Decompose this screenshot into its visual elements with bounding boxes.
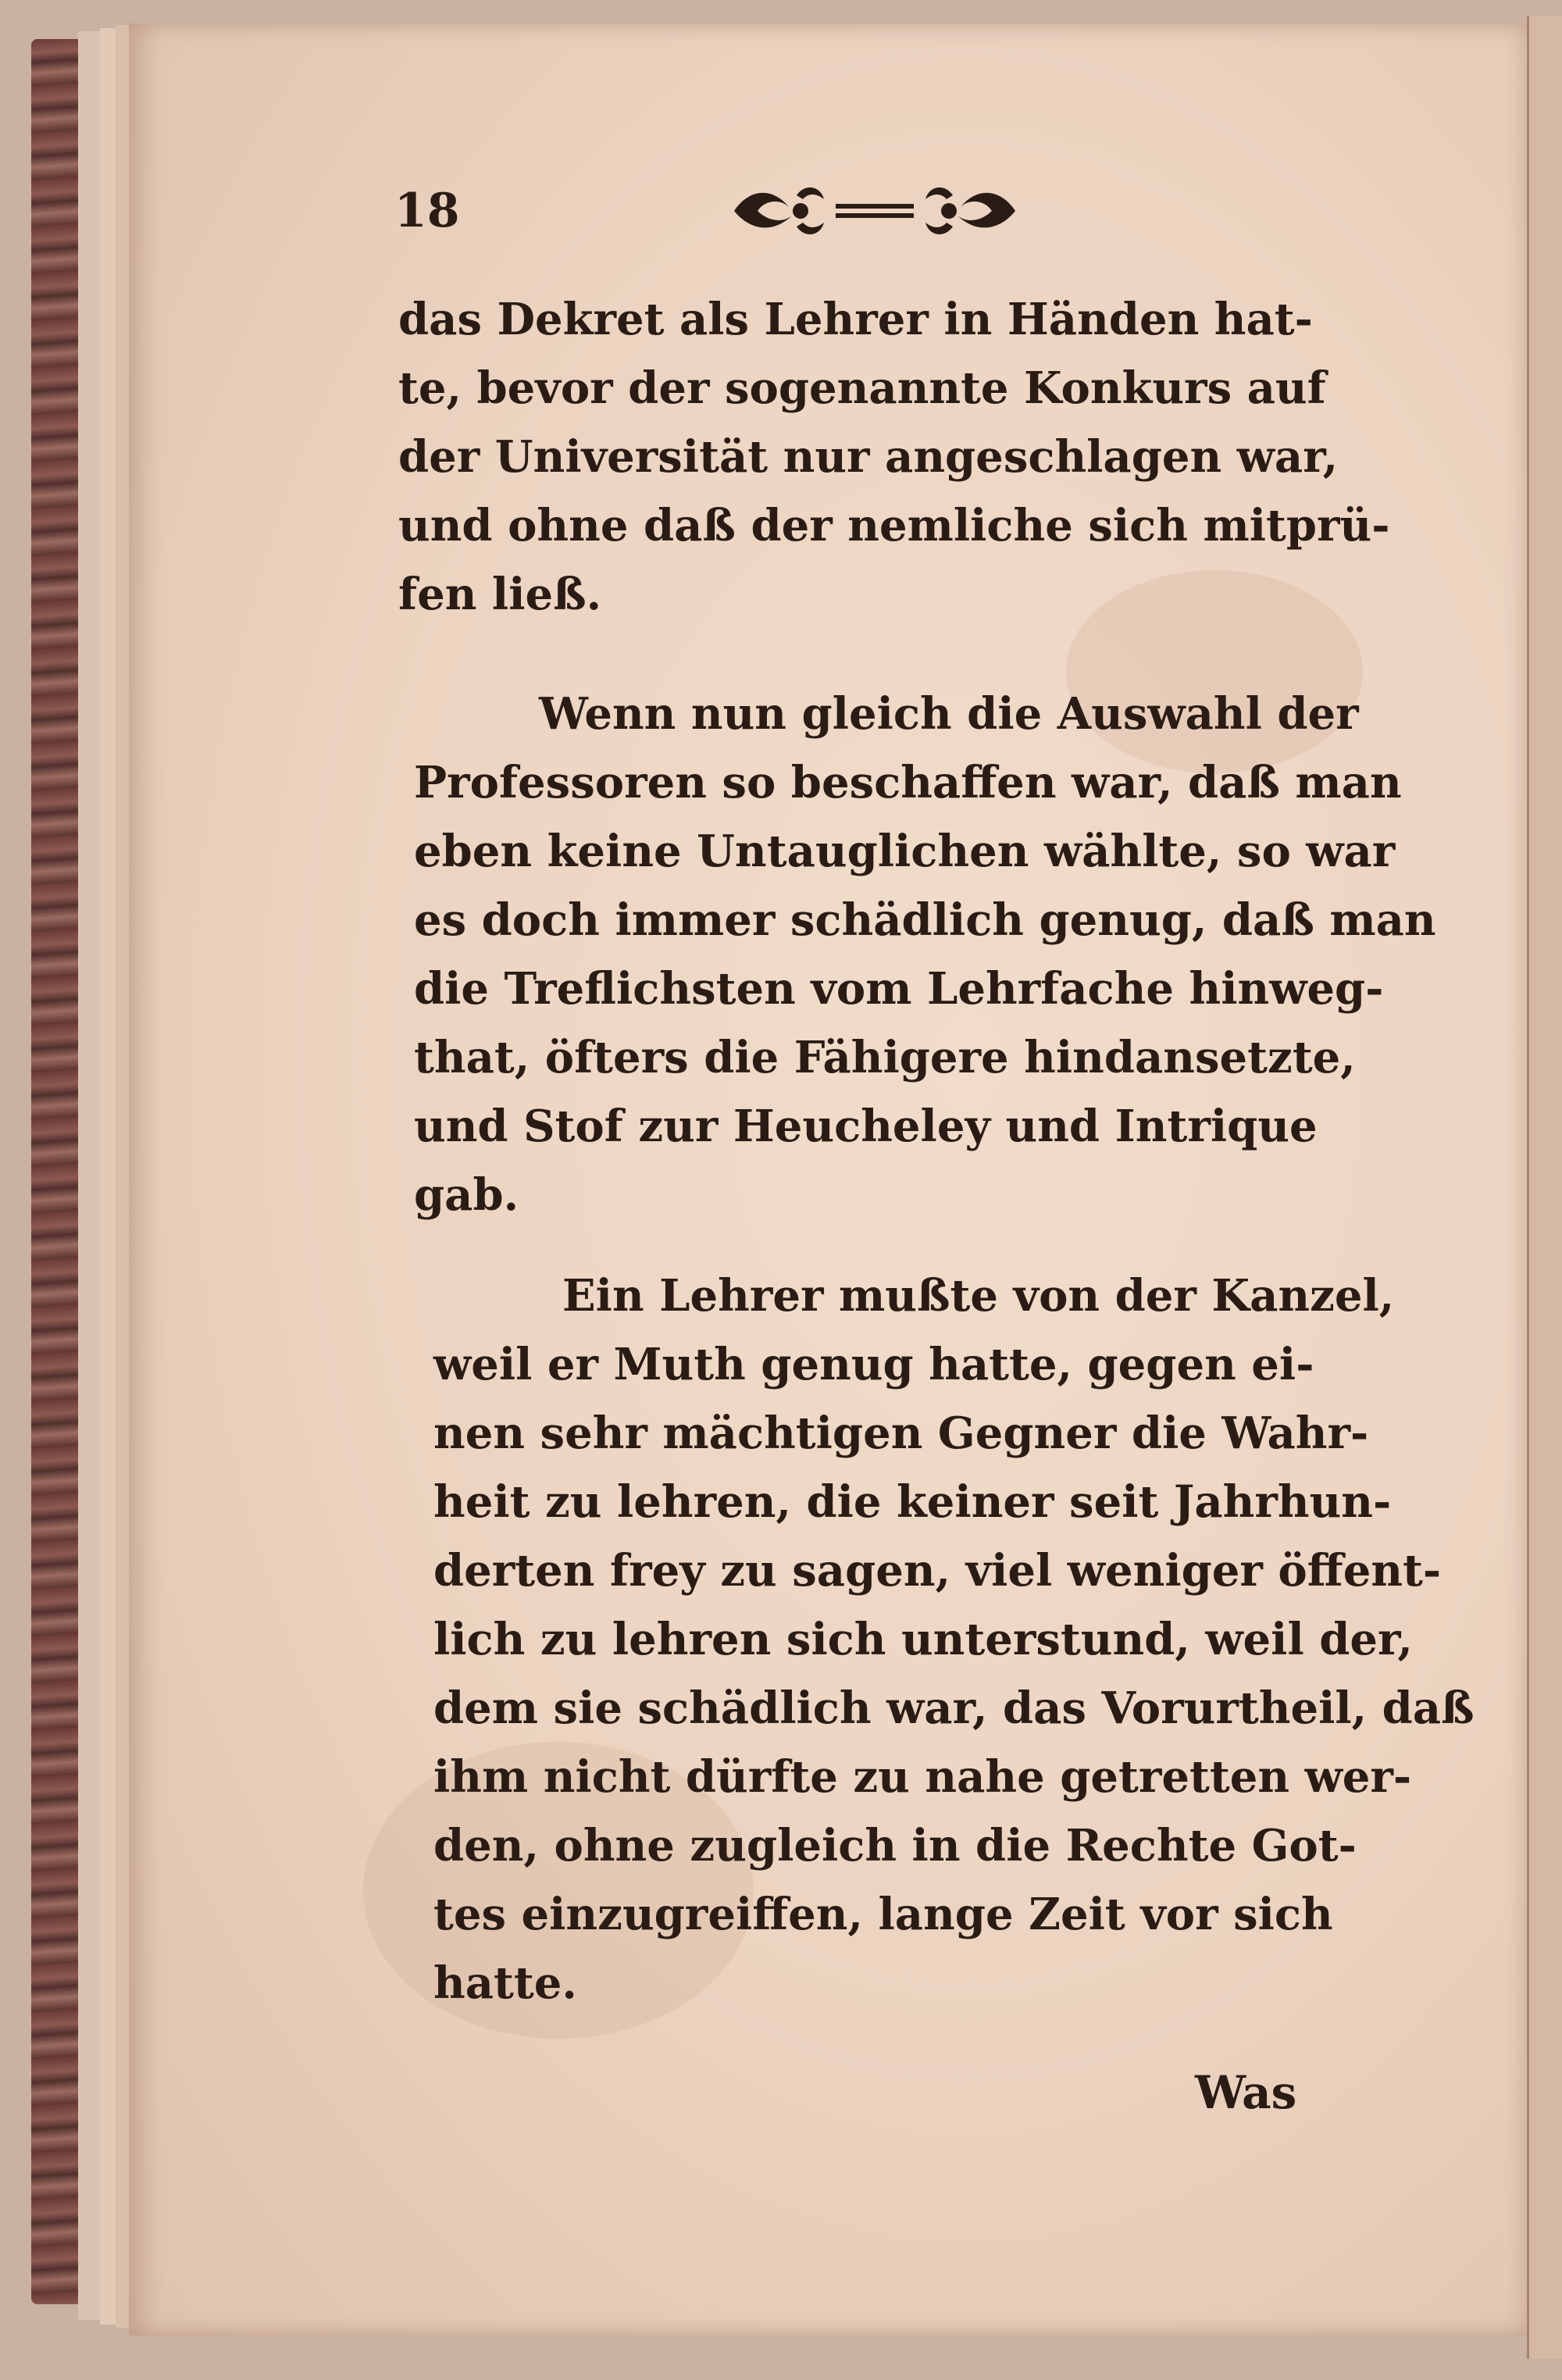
- text-line: eben keine Untauglichen wählte, so war: [414, 826, 1396, 877]
- text-line: fen ließ.: [398, 569, 602, 620]
- text-line: es doch immer schädlich genug, daß man: [414, 894, 1436, 946]
- text-line: und Stof zur Heucheley und Intrique: [414, 1101, 1318, 1152]
- text-line: ihm nicht dürfte zu nahe getretten wer-: [433, 1751, 1412, 1803]
- text-line: die Treflichsten vom Lehrfache hinweg-: [414, 963, 1384, 1015]
- text-line: hatte.: [433, 1957, 577, 2009]
- paragraph-1: [398, 285, 1389, 629]
- text-line: Professoren so beschaffen war, daß man: [414, 757, 1402, 808]
- text-line: gab.: [414, 1169, 519, 1221]
- text-line: te, bevor der sogenannte Konkurs auf: [398, 362, 1326, 414]
- text-line: heit zu lehren, die keiner seit Jahrhun-: [433, 1476, 1392, 1528]
- text-line: weil er Muth genug hatte, gegen ei-: [433, 1339, 1314, 1390]
- floral-ornament-icon: [726, 176, 1023, 246]
- text-line: und ohne daß der nemliche sich mitprü-: [398, 500, 1390, 551]
- text-line: den, ohne zugleich in die Rechte Got-: [433, 1820, 1357, 1872]
- text-line: tes einzugreiffen, lange Zeit vor sich: [433, 1889, 1333, 1940]
- marbled-binding: [31, 39, 82, 2304]
- text-line: nen sehr mächtigen Gegner die Wahr-: [433, 1408, 1369, 1459]
- facing-page-edge: [1527, 16, 1562, 2359]
- text-line: that, öfters die Fähigere hindansetzte,: [414, 1032, 1356, 1083]
- paragraph-3: [433, 1261, 1475, 2018]
- text-line: derten frey zu sagen, viel weniger öffent-: [433, 1545, 1442, 1597]
- text-line: der Universität nur angeschlagen war,: [398, 431, 1339, 483]
- page-number: 18: [394, 184, 460, 238]
- text-line: lich zu lehren sich unterstund, weil der,: [433, 1614, 1413, 1665]
- text-line: Ein Lehrer mußte von der Kanzel,: [562, 1270, 1395, 1322]
- text-line: das Dekret als Lehrer in Händen hat-: [398, 294, 1313, 345]
- text-line: dem sie schädlich war, das Vorurtheil, daß: [433, 1682, 1475, 1734]
- text-line: Wenn nun gleich die Auswahl der: [539, 688, 1359, 740]
- catchword: Was: [1195, 2066, 1297, 2119]
- paragraph-2: [414, 680, 1436, 1229]
